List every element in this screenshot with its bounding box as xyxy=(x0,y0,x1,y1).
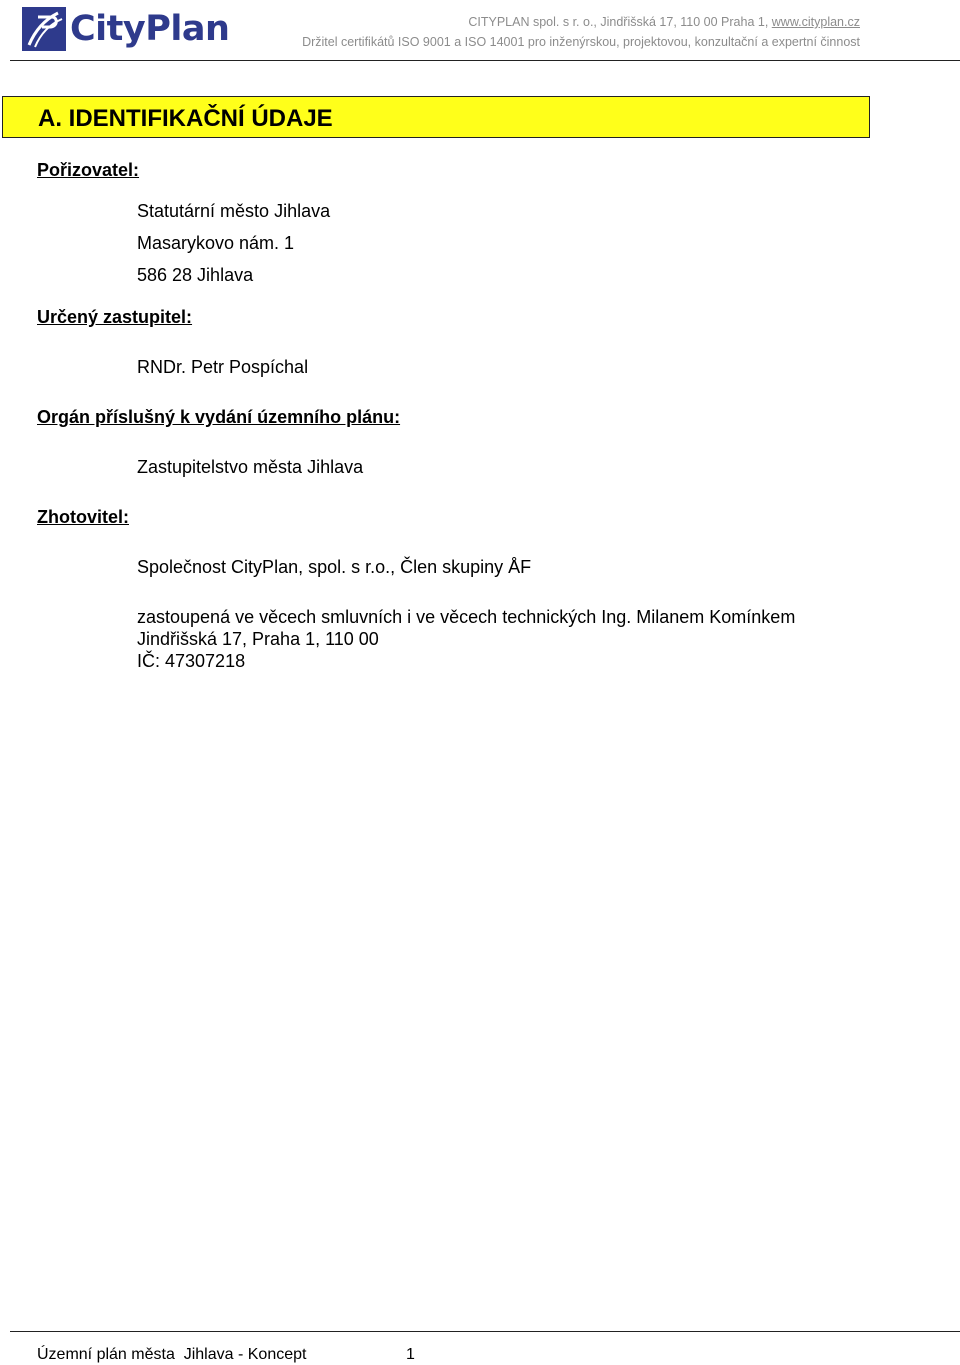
header-company-info xyxy=(302,12,860,52)
zhotovitel-line: zastoupená ve věcech smluvních i ve věcech technických Ing. Milanem Komínkem xyxy=(137,607,796,627)
porizovatel-line: Masarykovo nám. 1 xyxy=(137,233,295,253)
header-address-line xyxy=(302,12,860,32)
porizovatel-label: Pořizovatel: xyxy=(37,160,140,180)
zastupitel-name: RNDr. Petr Pospíchal xyxy=(137,357,309,377)
header-cert-line: Držitel certifikátů ISO 9001 a ISO 14001 pro inženýrskou, projektovou, konzultační a expertní činnost xyxy=(302,35,860,49)
cityplan-logo xyxy=(22,6,229,52)
organ-label: Orgán příslušný k vydání územního plánu: xyxy=(37,407,401,427)
cityplan-logo-icon xyxy=(22,7,66,51)
company-address: CITYPLAN spol. s r. o., Jindřišská 17, 110 00 Praha 1, xyxy=(468,15,772,29)
logo-wordmark: CityPlan xyxy=(70,9,230,49)
header-divider xyxy=(10,60,960,61)
website-link[interactable]: www.cityplan.cz xyxy=(771,15,860,29)
porizovatel-line: Statutární město Jihlava xyxy=(137,201,331,221)
zhotovitel-line: Jindřišská 17, Praha 1, 110 00 xyxy=(137,629,379,649)
zastupitel-label: Určený zastupitel: xyxy=(37,307,193,327)
zhotovitel-label: Zhotovitel: xyxy=(37,507,129,527)
page-header xyxy=(0,0,960,62)
zhotovitel-line: IČ: 47307218 xyxy=(137,651,246,671)
porizovatel-line: 586 28 Jihlava xyxy=(137,265,254,285)
organ-value: Zastupitelstvo města Jihlava xyxy=(137,457,364,477)
footer-divider xyxy=(10,1331,960,1332)
footer-page-number: 1 xyxy=(406,1346,415,1363)
footer-document-title: Územní plán města Jihlava - Koncept xyxy=(37,1346,307,1363)
section-title: A. IDENTIFIKAČNÍ ÚDAJE xyxy=(38,105,333,132)
section-heading-bar xyxy=(2,96,870,138)
zhotovitel-company: Společnost CityPlan, spol. s r.o., Člen skupiny ÅF xyxy=(137,557,532,577)
